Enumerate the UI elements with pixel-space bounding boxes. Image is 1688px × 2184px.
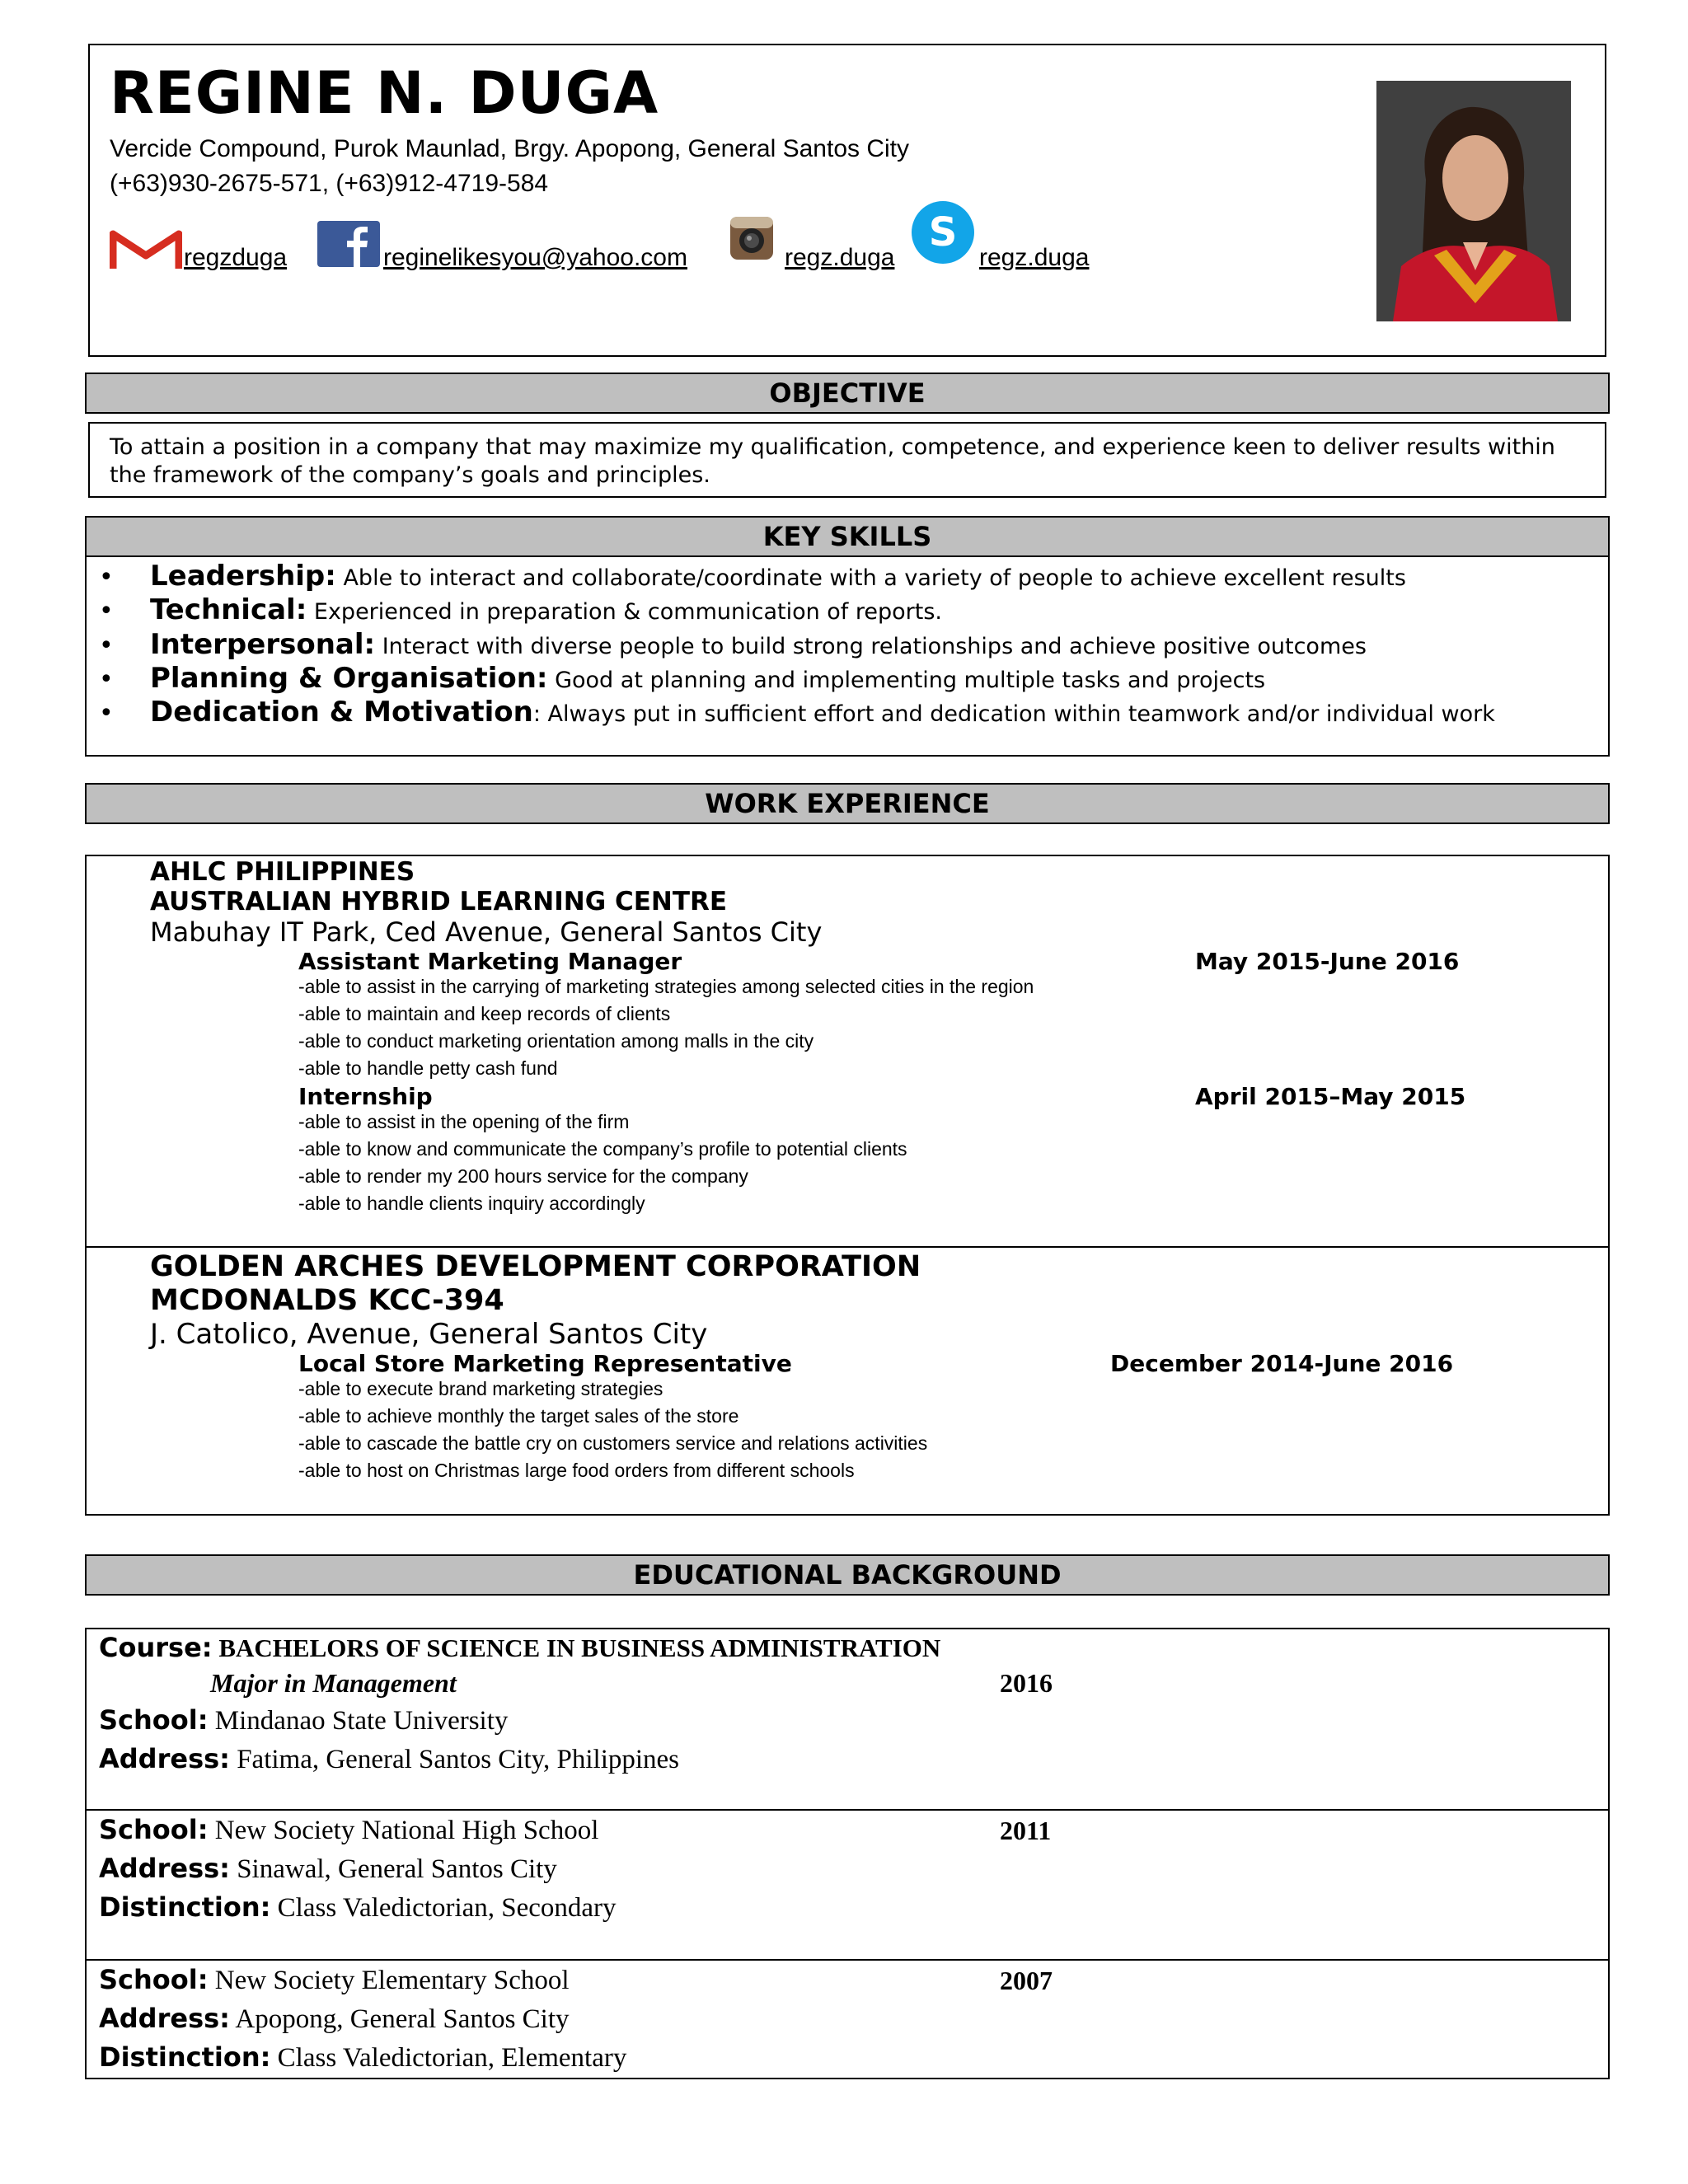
school-value: New Society Elementary School	[208, 1966, 570, 1995]
job-duty: -able to maintain and keep records of clients	[298, 1003, 671, 1024]
course-label: Course:	[99, 1632, 213, 1663]
svg-text:S: S	[928, 209, 958, 255]
social-gmail[interactable]	[110, 218, 324, 275]
social-facebook[interactable]	[317, 218, 705, 275]
skype-handle-link[interactable]: regz.duga	[979, 244, 1090, 271]
school-label: School:	[99, 1704, 209, 1736]
distinction-label: Distinction:	[99, 1891, 271, 1923]
social-instagram[interactable]	[729, 218, 911, 275]
job-duty: -able to conduct marketing orientation among malls in the city	[298, 1030, 814, 1052]
gmail-handle-link[interactable]: regzduga	[184, 244, 288, 271]
job-duty: -able to know and communicate the company’s profile to potential clients	[298, 1138, 907, 1160]
college-year: 2016	[1000, 1668, 1053, 1698]
education-divider	[85, 1809, 1610, 1811]
bullet: •	[99, 631, 114, 660]
skill-description: Interact with diverse people to build strong relationships and achieve positive outcomes	[375, 634, 1367, 659]
job-duty: -able to handle clients inquiry accordingly	[298, 1193, 645, 1214]
college-address	[99, 1743, 679, 1775]
address-label: Address:	[99, 2003, 230, 2034]
job-title: Internship	[298, 1083, 433, 1110]
college-major: Major in Management	[210, 1668, 457, 1698]
job-duty: -able to assist in the carrying of marketing strategies among selected cities in the region	[298, 976, 1034, 997]
social-skype[interactable]	[909, 209, 1107, 275]
home-address: Vercide Compound, Purok Maunlad, Brgy. Apopong, General Santos City	[110, 135, 910, 162]
skill-item	[99, 593, 942, 626]
skill-item	[99, 560, 1406, 593]
work-heading: WORK EXPERIENCE	[85, 783, 1610, 824]
address-label: Address:	[99, 1743, 230, 1774]
profile-portrait-image	[1376, 81, 1571, 321]
job-duty: -able to handle petty cash fund	[298, 1057, 558, 1079]
bullet: •	[99, 597, 114, 626]
highschool-address	[99, 1853, 557, 1885]
objective-heading: OBJECTIVE	[85, 373, 1610, 414]
job-duty: -able to render my 200 hours service for the company	[298, 1165, 748, 1187]
address-value: Fatima, General Santos City, Philippines	[229, 1745, 680, 1774]
skill-item	[99, 628, 1367, 661]
distinction-value: Class Valedictorian, Elementary	[270, 2043, 627, 2073]
job-title: Assistant Marketing Manager	[298, 948, 682, 975]
skill-title: Interpersonal:	[150, 628, 376, 661]
job-date: April 2015–May 2015	[1195, 1083, 1466, 1110]
instagram-icon	[729, 216, 774, 260]
skill-item	[99, 662, 1265, 695]
phone-numbers: (+63)930-2675-571, (+63)912-4719-584	[110, 170, 549, 197]
elementary-address	[99, 2003, 570, 2035]
company-subname: MCDONALDS KCC-394	[150, 1284, 504, 1317]
highschool-school	[99, 1814, 598, 1846]
bullet: •	[99, 563, 114, 592]
skill-description: Able to interact and collaborate/coordinate with a variety of people to achieve excellent results	[335, 565, 1406, 591]
school-label: School:	[99, 1814, 209, 1845]
elementary-distinction	[99, 2041, 626, 2074]
address-value: Apopong, General Santos City	[229, 2004, 570, 2034]
skill-item	[99, 696, 1495, 729]
job-duty: -able to execute brand marketing strategies	[298, 1378, 663, 1399]
job-duty: -able to cascade the battle cry on customers service and relations activities	[298, 1432, 928, 1454]
skills-heading: KEY SKILLS	[85, 516, 1610, 557]
job-duty: -able to achieve monthly the target sales of the store	[298, 1405, 739, 1427]
skill-title: Planning & Organisation:	[150, 662, 548, 695]
company-location: J. Catolico, Avenue, General Santos City	[150, 1318, 708, 1351]
course-value: BACHELORS OF SCIENCE IN BUSINESS ADMINISTRATION	[212, 1633, 941, 1662]
job-date: May 2015-June 2016	[1195, 948, 1460, 975]
skill-title: Technical:	[150, 593, 307, 626]
company-subname: AUSTRALIAN HYBRID LEARNING CENTRE	[150, 887, 728, 916]
college-school	[99, 1704, 508, 1736]
school-value: Mindanao State University	[208, 1706, 509, 1736]
distinction-label: Distinction:	[99, 2041, 271, 2073]
applicant-name: REGINE N. DUGA	[110, 59, 659, 127]
distinction-value: Class Valedictorian, Secondary	[270, 1893, 617, 1923]
bullet: •	[99, 665, 114, 694]
skill-title: Dedication & Motivation	[150, 696, 533, 729]
school-label: School:	[99, 1964, 209, 1995]
highschool-distinction	[99, 1891, 617, 1924]
address-label: Address:	[99, 1853, 230, 1884]
skill-description: : Always put in sufficient effort and dedication within teamwork and/or individual work	[532, 701, 1495, 727]
instagram-handle-link[interactable]: regz.duga	[785, 244, 895, 271]
work-divider	[85, 1246, 1610, 1248]
school-value: New Society National High School	[208, 1816, 599, 1845]
bullet: •	[99, 699, 114, 728]
job-date: December 2014-June 2016	[1110, 1350, 1454, 1377]
education-divider	[85, 1959, 1610, 1961]
elementary-school	[99, 1964, 570, 1996]
college-course	[99, 1632, 940, 1663]
skype-icon	[909, 199, 977, 265]
company-name: AHLC PHILIPPINES	[150, 857, 415, 887]
address-value: Sinawal, General Santos City	[229, 1854, 557, 1884]
skill-description: Good at planning and implementing multiple tasks and projects	[547, 668, 1266, 693]
company-location: Mabuhay IT Park, Ced Avenue, General Santos City	[150, 916, 823, 948]
elementary-year: 2007	[1000, 1966, 1053, 1995]
facebook-handle-link[interactable]: reginelikesyou@yahoo.com	[383, 244, 687, 271]
job-title: Local Store Marketing Representative	[298, 1350, 792, 1377]
skill-description: Experienced in preparation & communication of reports.	[307, 599, 943, 625]
gmail-icon	[110, 227, 182, 274]
highschool-year: 2011	[1000, 1816, 1052, 1845]
job-duty: -able to host on Christmas large food orders from different schools	[298, 1460, 855, 1481]
skill-title: Leadership:	[150, 560, 336, 593]
profile-photo	[1376, 81, 1571, 321]
job-duty: -able to assist in the opening of the firm	[298, 1111, 630, 1132]
objective-text: To attain a position in a company that may maximize my qualification, competence, and experience keen to deliver results within the framework of the company’s goals and principles.	[110, 434, 1555, 488]
company-name: GOLDEN ARCHES DEVELOPMENT CORPORATION	[150, 1250, 921, 1283]
education-heading: EDUCATIONAL BACKGROUND	[85, 1554, 1610, 1596]
facebook-icon	[317, 221, 380, 267]
